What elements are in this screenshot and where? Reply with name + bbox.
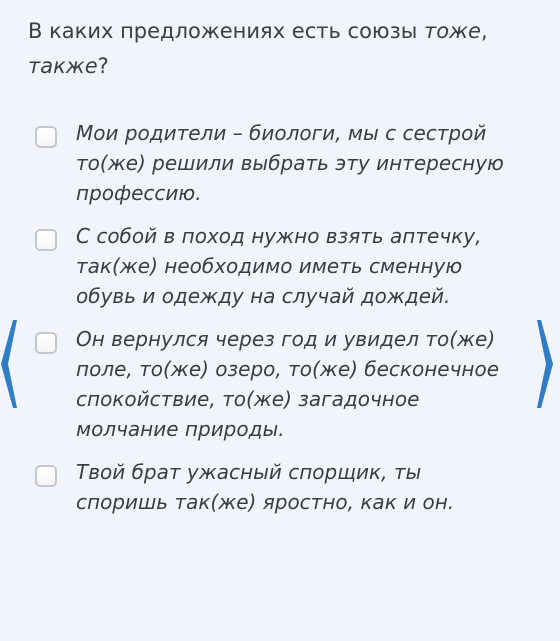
answer-option-3[interactable] bbox=[35, 324, 515, 444]
answer-checkbox-1[interactable] bbox=[35, 126, 57, 148]
answer-option-text: Он вернулся через год и увидел то(же) поле, то(же) озеро, то(же) бесконечное спокойствие, то(же) загадочное молчание природы. bbox=[76, 327, 500, 441]
question-word-toje: тоже bbox=[424, 19, 481, 43]
chevron-left-icon bbox=[0, 318, 18, 410]
answer-checkbox-4[interactable] bbox=[35, 465, 57, 487]
question-text bbox=[28, 14, 528, 84]
answer-checkbox-3[interactable] bbox=[35, 332, 57, 354]
question-prefix: В каких предложениях есть союзы bbox=[28, 19, 425, 43]
answer-option-text: Мои родители – биологи, мы с сестрой то(же) решили выбрать эту интересную профессию. bbox=[76, 121, 504, 205]
answer-option-2[interactable] bbox=[35, 221, 515, 311]
question-separator: , bbox=[480, 19, 488, 43]
chevron-right-icon bbox=[536, 318, 554, 410]
answer-option-4[interactable] bbox=[35, 457, 515, 517]
answer-option-text: Твой брат ужасный спорщик, ты споришь так(же) яростно, как и он. bbox=[76, 460, 455, 514]
answer-checkbox-2[interactable] bbox=[35, 229, 57, 251]
question-word-takje: также bbox=[28, 54, 98, 78]
answer-option-1[interactable] bbox=[35, 118, 515, 208]
next-button[interactable] bbox=[536, 318, 554, 410]
question-suffix: ? bbox=[97, 54, 109, 78]
answer-option-text: С собой в поход нужно взять аптечку, так(же) необходимо иметь сменную обувь и одежду на случай дождей. bbox=[76, 224, 482, 308]
previous-button[interactable] bbox=[0, 318, 18, 410]
answer-options bbox=[35, 118, 515, 530]
